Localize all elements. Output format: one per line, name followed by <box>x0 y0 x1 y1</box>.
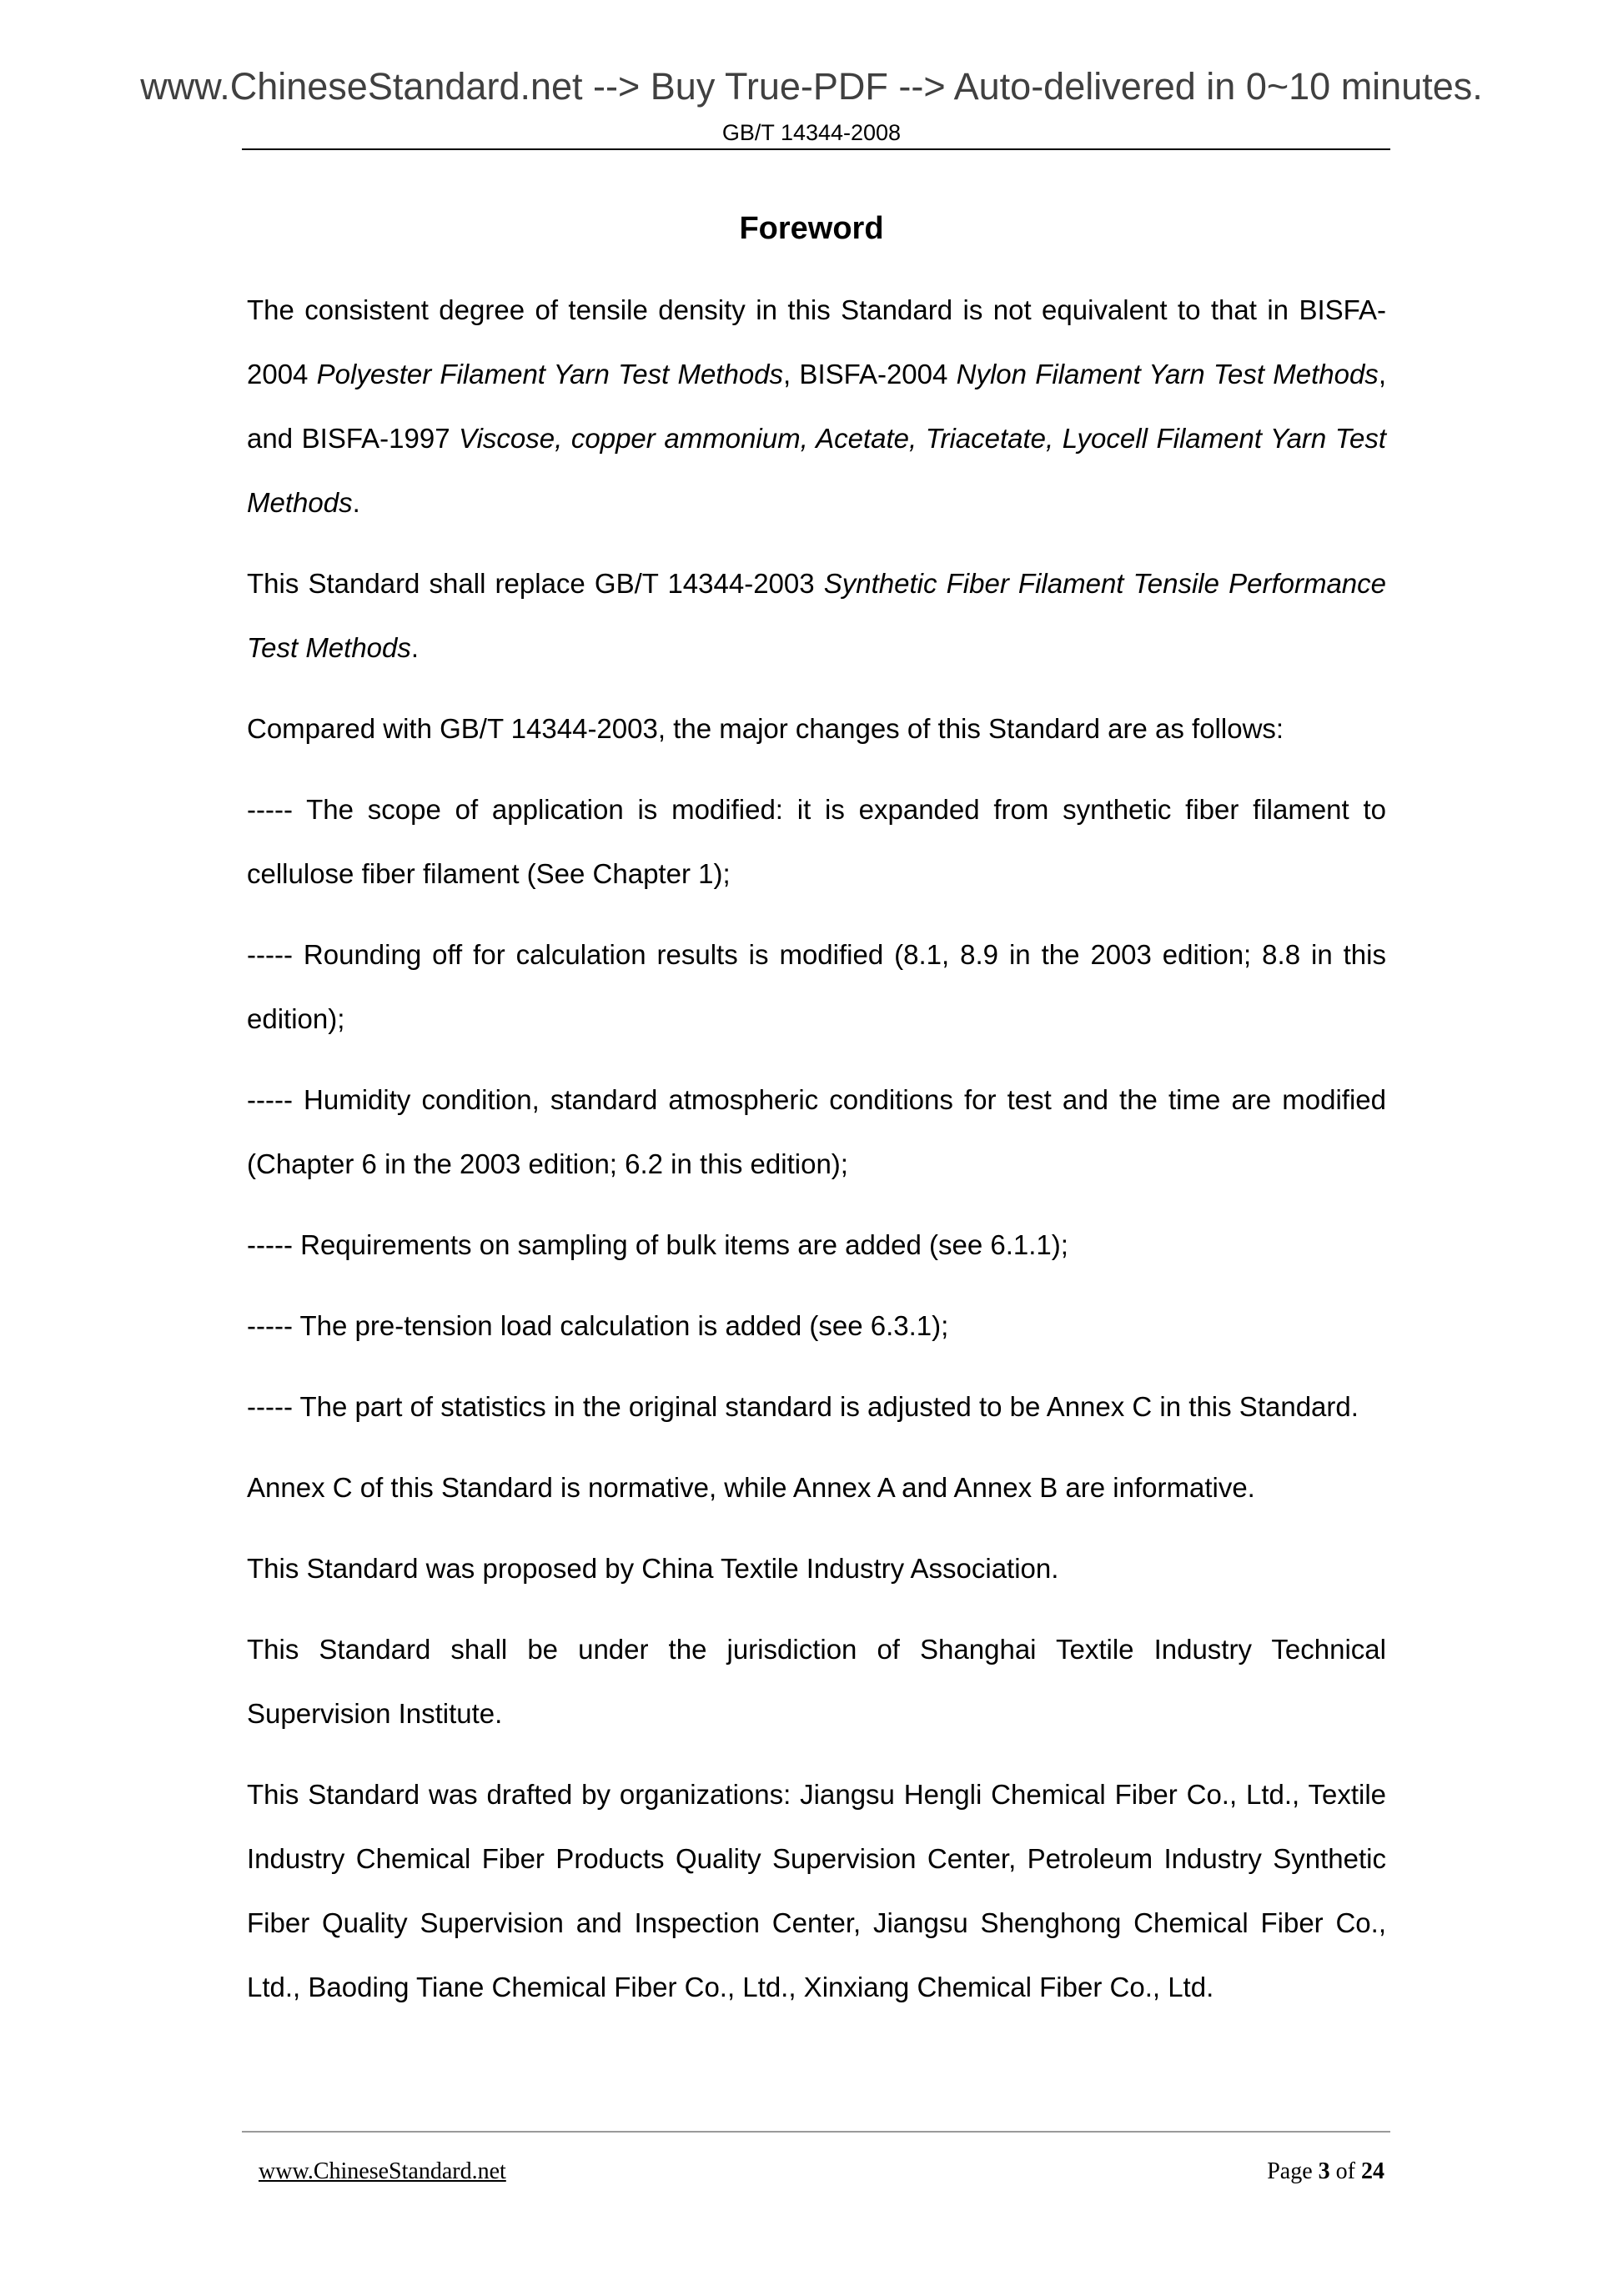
doc-title-italic: Polyester Filament Yarn Test Methods <box>316 359 784 389</box>
paragraph <box>247 278 1386 535</box>
list-item: ----- The scope of application is modified: it is expanded from synthetic fiber filament to cellulose fiber filament (See Chapter 1); <box>247 794 1386 889</box>
paragraph <box>247 551 1386 680</box>
text-run: , and BISFA-1997 <box>247 359 1386 454</box>
page-title: Foreword <box>739 211 884 246</box>
paragraph: This Standard was drafted by organizations: Jiangsu Hengli Chemical Fiber Co., Ltd., Textile Industry Chemical Fiber Products Quality Supervision Center, Petroleum Industry Synthetic Fiber Quality Supervision and Inspection Center, Jiangsu Shenghong Chemical Fiber Co., Ltd., Baoding Tiane Chemical Fiber Co., Ltd., Xinxiang Chemical Fiber Co., Ltd. <box>247 1779 1386 2002</box>
text-run: , BISFA-2004 <box>783 359 957 389</box>
text-run: . <box>410 632 420 663</box>
list-item: ----- The pre-tension load calculation is added (see 6.3.1); <box>247 1310 949 1341</box>
text-run: The consistent degree of tensile density in this Standard is not equivalent to that in BISFA-2004 <box>247 294 1386 389</box>
current-page: 3 <box>1318 2158 1330 2184</box>
paragraph: Annex C of this Standard is normative, while Annex A and Annex B are informative. <box>247 1472 1255 1503</box>
list-item: ----- Rounding off for calculation results is modified (8.1, 8.9 in the 2003 edition; 8.8 in this edition); <box>247 939 1386 1034</box>
paragraph: Compared with GB/T 14344-2003, the major changes of this Standard are as follows: <box>247 713 1284 744</box>
text-run: This Standard shall replace GB/T 14344-2003 <box>247 568 824 599</box>
doc-title-italic: Nylon Filament Yarn Test Methods <box>956 359 1379 389</box>
page-label: Page <box>1267 2158 1313 2184</box>
doc-title-italic: Synthetic Fiber Filament Tensile Performance Test Methods <box>247 568 1386 663</box>
doc-title-italic: Viscose, copper ammonium, Acetate, Triacetate, Lyocell Filament Yarn Test Methods <box>247 423 1386 518</box>
text-run: . <box>352 487 360 518</box>
standard-number: GB/T 14344-2008 <box>721 120 902 145</box>
paragraph: This Standard was proposed by China Textile Industry Association. <box>247 1553 1059 1584</box>
document-body <box>247 278 1386 2019</box>
list-item: ----- The part of statistics in the original standard is adjusted to be Annex C in this Standard. <box>247 1391 1359 1422</box>
header-divider <box>242 148 1390 150</box>
footer-link[interactable]: www.ChineseStandard.net <box>259 2158 506 2184</box>
total-pages: 24 <box>1361 2158 1384 2184</box>
footer-divider <box>242 2131 1390 2133</box>
site-banner: www.ChineseStandard.net --> Buy True-PDF --> Auto-delivered in 0~10 minutes. <box>140 65 1483 108</box>
page-number <box>1267 2158 1384 2185</box>
list-item: ----- Requirements on sampling of bulk items are added (see 6.1.1); <box>247 1229 1068 1260</box>
list-item: ----- Humidity condition, standard atmospheric conditions for test and the time are modified (Chapter 6 in the 2003 edition; 6.2 in this edition); <box>247 1084 1386 1179</box>
page-of-label: of <box>1335 2158 1355 2184</box>
paragraph: This Standard shall be under the jurisdiction of Shanghai Textile Industry Technical Supervision Institute. <box>247 1634 1386 1729</box>
